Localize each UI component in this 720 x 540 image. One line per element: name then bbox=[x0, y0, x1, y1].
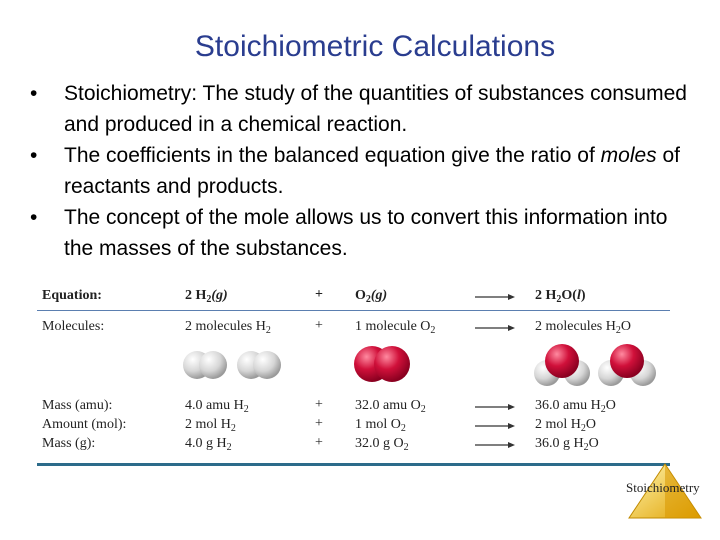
mass-g-h2: 4.0 g $H_2$ bbox=[185, 436, 232, 453]
h2-molecules-model-icon bbox=[183, 345, 283, 385]
reaction-arrow-icon bbox=[475, 293, 515, 301]
bullet-text: The concept of the mole allows us to convert this information into the masses of the substances. bbox=[64, 206, 668, 260]
bullet-list bbox=[30, 78, 700, 264]
bullet-item bbox=[30, 140, 700, 202]
mass-amu-o2: 32.0 amu $O_2$ bbox=[355, 398, 426, 415]
reaction-arrow-icon bbox=[475, 441, 515, 449]
molecules-o2: 1 molecule $O_2$ bbox=[355, 319, 436, 336]
mass-g-o2: 32.0 g $O_2$ bbox=[355, 436, 409, 453]
bullet-item bbox=[30, 78, 700, 140]
equation-h2: 2 $H_2(g)$ bbox=[185, 288, 228, 305]
mass-amu-h2: 4.0 amu $H_2$ bbox=[185, 398, 249, 415]
reaction-arrow-icon bbox=[475, 422, 515, 430]
equation-h2o: 2 $H_2O(l)$ bbox=[535, 288, 586, 305]
equation-label: Equation: bbox=[42, 288, 102, 303]
bullet-text-pre: The coefficients in the balanced equation give the ratio of bbox=[64, 144, 601, 167]
amount-h2o: 2 mol $H_2O$ bbox=[535, 417, 597, 434]
slide-title: Stoichiometric Calculations bbox=[194, 30, 556, 63]
bullet-text: Stoichiometry: The study of the quantities of substances consumed and produced in a chemical reaction. bbox=[64, 82, 687, 136]
mass-amu-h2o: 36.0 amu $H_2O$ bbox=[535, 398, 616, 415]
table-divider bbox=[37, 310, 670, 311]
equation-o2: $O_2(g)$ bbox=[355, 288, 388, 305]
plus-sign: + bbox=[315, 318, 323, 333]
plus-sign: + bbox=[315, 397, 323, 412]
reaction-arrow-icon bbox=[475, 403, 515, 411]
bullet-item bbox=[30, 202, 700, 264]
bullet-marker: • bbox=[30, 144, 38, 167]
molecules-h2: 2 molecules $H_2$ bbox=[185, 319, 271, 336]
bullet-marker: • bbox=[30, 82, 38, 105]
amount-o2: 1 mol $O_2$ bbox=[355, 417, 406, 434]
bullet-text-post: of reactants and products. bbox=[64, 144, 681, 198]
plus-sign: + bbox=[315, 416, 323, 431]
bullet-marker: • bbox=[30, 206, 38, 229]
plus-sign: + bbox=[315, 435, 323, 450]
reaction-arrow-icon bbox=[475, 324, 515, 332]
o2-molecule-model-icon bbox=[353, 341, 413, 387]
mass-amu-label: Mass (amu): bbox=[42, 398, 113, 413]
table-bottom-rule bbox=[37, 463, 670, 466]
amount-h2: 2 mol $H_2$ bbox=[185, 417, 236, 434]
plus-sign: + bbox=[315, 287, 323, 302]
mass-g-h2o: 36.0 g $H_2O$ bbox=[535, 436, 599, 453]
h2o-molecules-model-icon bbox=[531, 339, 661, 391]
bullet-text-em: moles bbox=[600, 144, 657, 167]
footer-logo-text: Stoichiometry bbox=[626, 480, 700, 495]
molecules-h2o: 2 molecules $H_2O$ bbox=[535, 319, 631, 336]
stoichiometry-table bbox=[37, 281, 670, 466]
amount-label: Amount (mol): bbox=[42, 417, 127, 432]
mass-g-label: Mass (g): bbox=[42, 436, 96, 451]
molecules-label: Molecules: bbox=[42, 319, 105, 334]
